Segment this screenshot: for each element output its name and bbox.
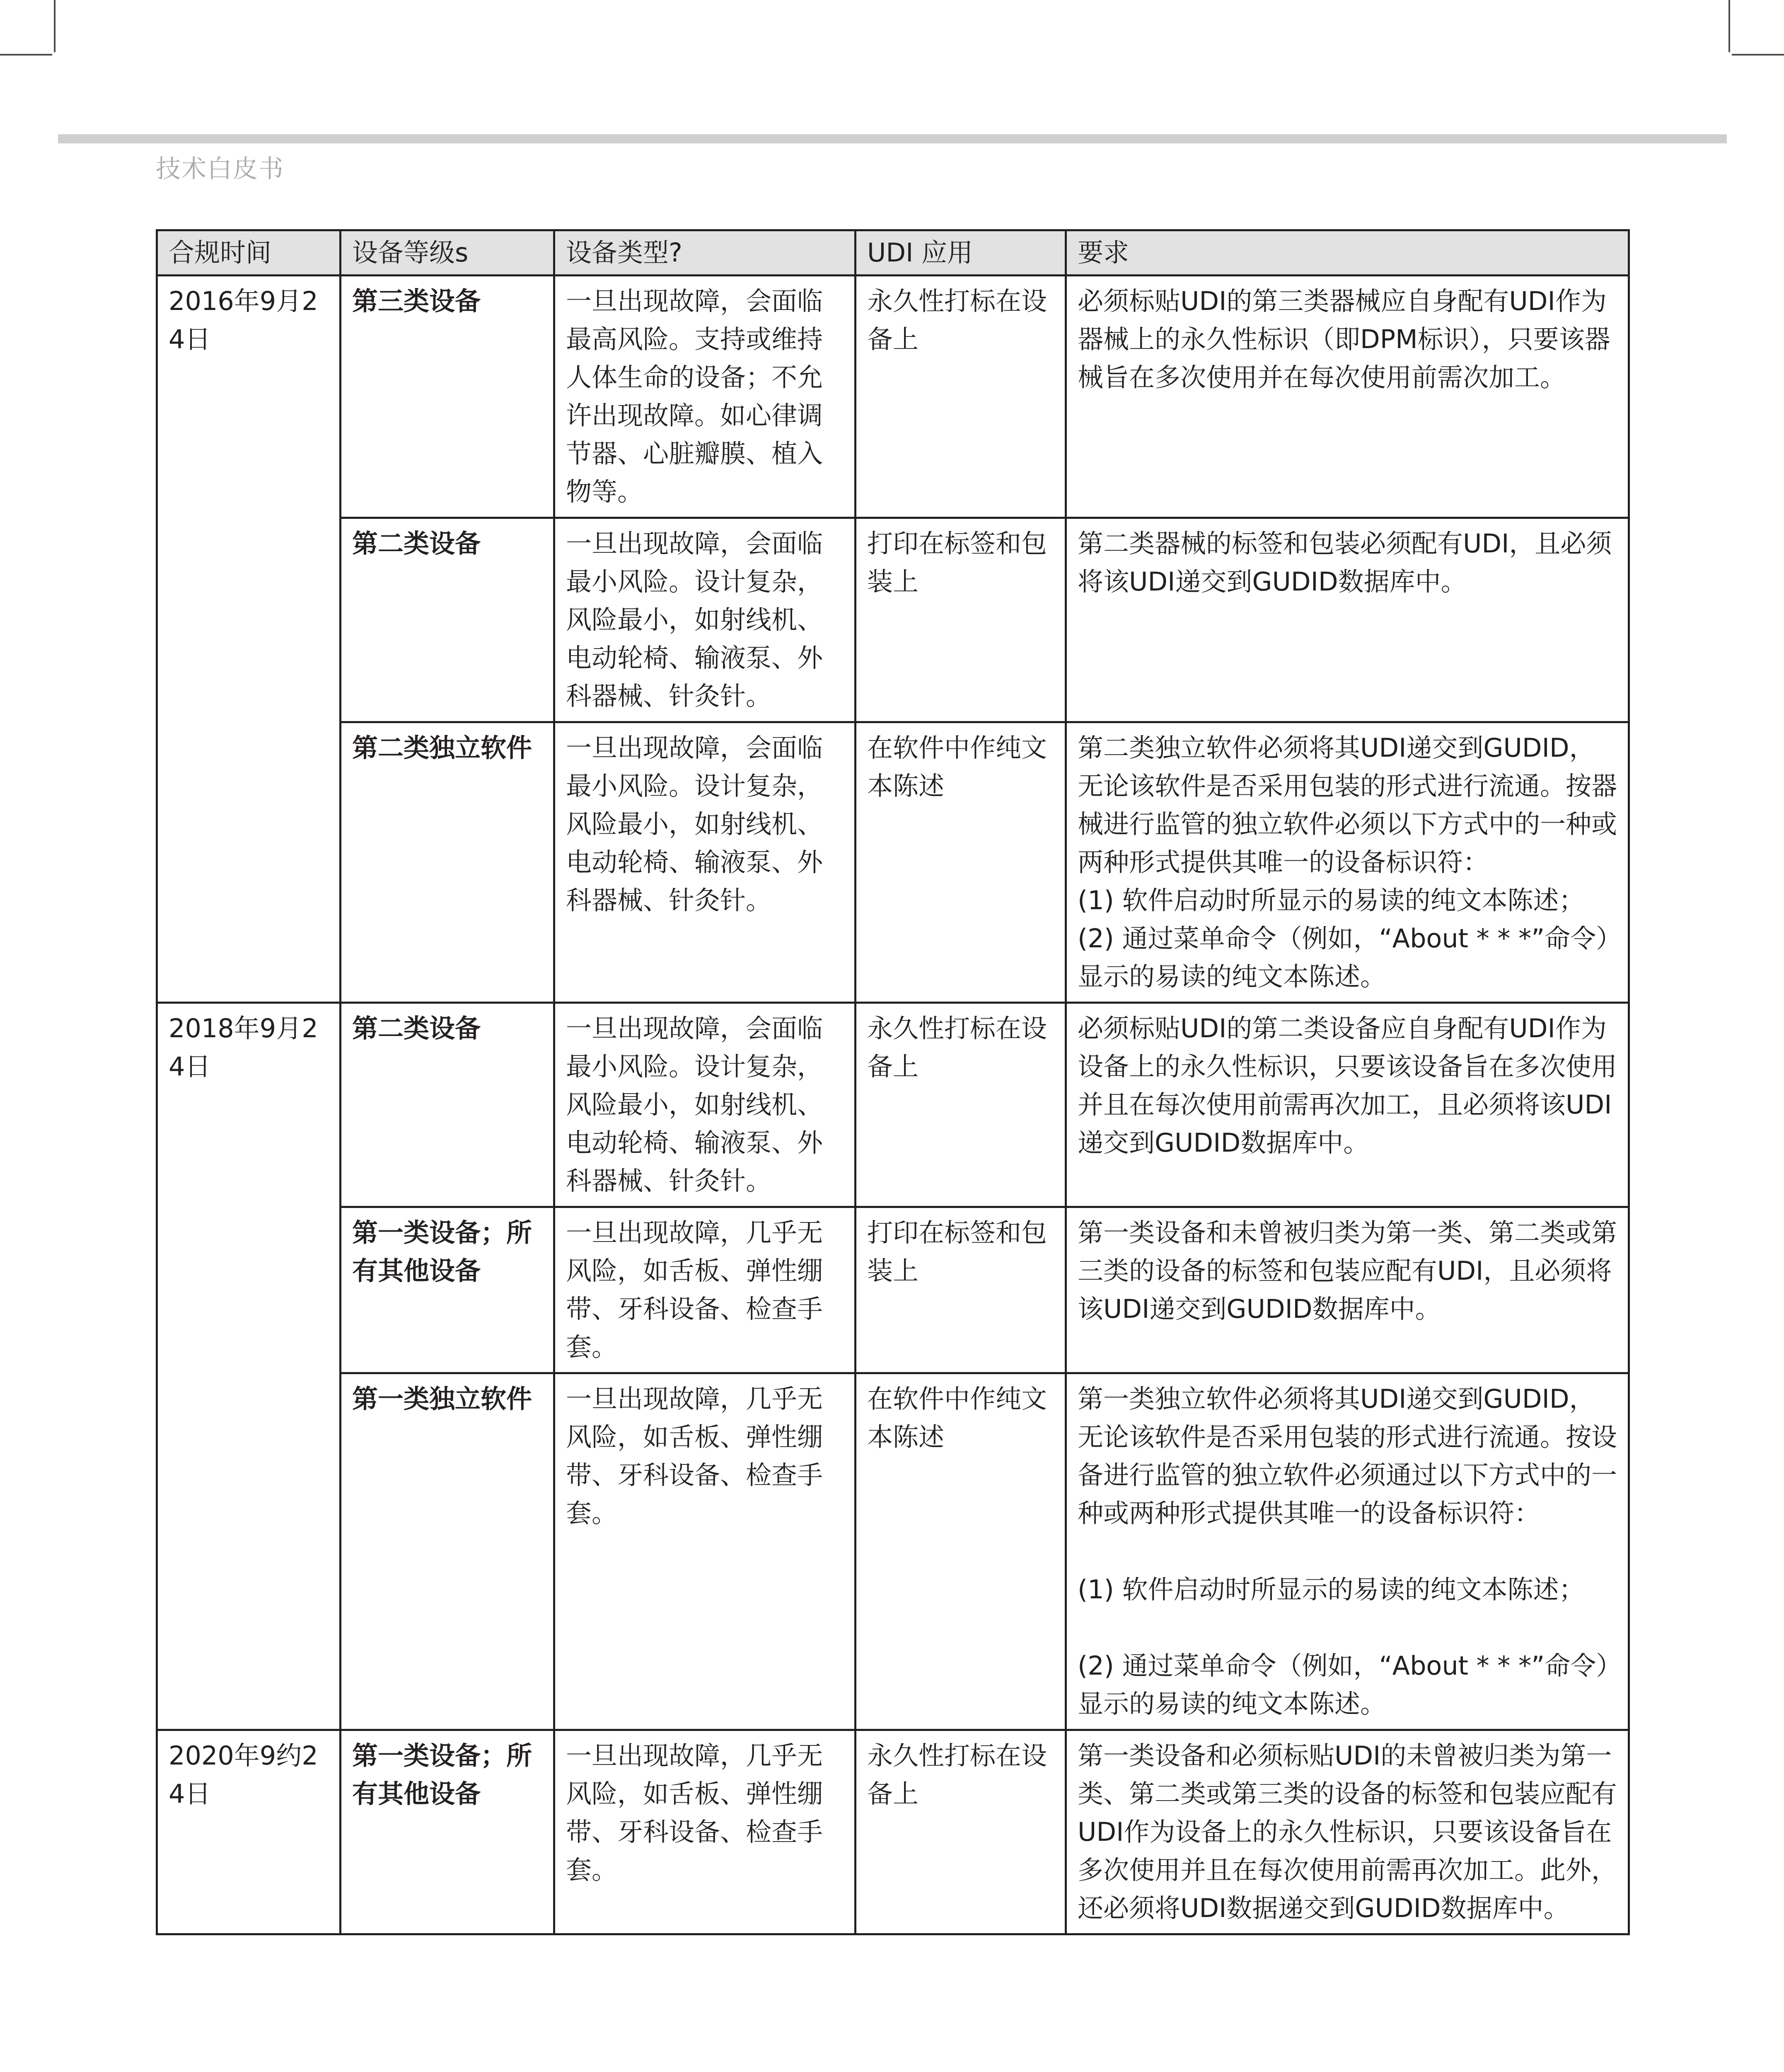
device-type-cell: 一旦出现故障，会面临最小风险。设计复杂，风险最小，如射线机、电动轮椅、输液泵、外科器械、针灸针。 (554, 1003, 856, 1207)
device-type-cell: 一旦出现故障，几乎无风险，如舌板、弹性绷带、牙科设备、检查手套。 (554, 1373, 856, 1730)
udi-application-cell: 打印在标签和包装上 (856, 1207, 1066, 1373)
device-class-cell: 第一类设备；所有其他设备 (341, 1207, 554, 1373)
device-type-cell: 一旦出现故障，几乎无风险，如舌板、弹性绷带、牙科设备、检查手套。 (554, 1207, 856, 1373)
crop-mark (1732, 54, 1784, 56)
requirement-cell (1066, 722, 1629, 1003)
udi-application-cell: 在软件中作纯文本陈述 (856, 1373, 1066, 1730)
crop-mark (54, 0, 56, 52)
requirement-text: 必须标贴UDI的第三类器械应自身配有UDI作为器械上的永久性标识（即DPM标识），只要该器械旨在多次使用并在每次使用前需次加工。 (1078, 286, 1610, 392)
column-header-class: 设备等级s (341, 230, 554, 276)
requirement-item: (1) 软件启动时所显示的易读的纯文本陈述； (1078, 885, 1585, 915)
udi-application-cell: 在软件中作纯文本陈述 (856, 722, 1066, 1003)
column-header-requirement: 要求 (1066, 230, 1629, 276)
requirement-text: 第一类设备和必须标贴UDI的未曾被归类为第一类、第二类或第三类的设备的标签和包装应配有UDI作为设备上的永久性标识，只要该设备旨在多次使用并且在每次使用前需再次加工。此外，还必须将UDI数据递交到GUDID数据库中。 (1078, 1740, 1617, 1923)
requirement-text: 第二类器械的标签和包装必须配有UDI，且必须将该UDI递交到GUDID数据库中。 (1078, 528, 1612, 597)
table-row (157, 1730, 1629, 1934)
requirement-cell (1066, 1373, 1629, 1730)
table-row (157, 276, 1629, 518)
requirement-item: (2) 通过菜单命令（例如，“About * * *”命令）显示的易读的纯文本陈述。 (1078, 923, 1609, 992)
table-row (157, 1373, 1629, 1730)
requirement-item: (1) 软件启动时所显示的易读的纯文本陈述； (1078, 1574, 1585, 1605)
header-title: 技术白皮书 (156, 155, 284, 184)
requirement-cell (1066, 518, 1629, 722)
device-type-cell: 一旦出现故障，会面临最小风险。设计复杂，风险最小，如射线机、电动轮椅、输液泵、外科器械、针灸针。 (554, 722, 856, 1003)
udi-compliance-table (156, 229, 1630, 1935)
table-row (157, 1207, 1629, 1373)
compliance-date-cell: 2018年9月24日 (157, 1003, 341, 1730)
crop-mark (0, 54, 52, 56)
requirement-text: 第一类独立软件必须将其UDI递交到GUDID，无论该软件是否采用包装的形式进行流通。按设备进行监管的独立软件必须通过以下方式中的一种或两种形式提供其唯一的设备标识符： (1078, 1384, 1617, 1528)
requirement-cell (1066, 1003, 1629, 1207)
requirement-cell (1066, 1207, 1629, 1373)
requirement-text: 必须标贴UDI的第二类设备应自身配有UDI作为设备上的永久性标识，只要该设备旨在多次使用并且在每次使用前需再次加工，且必须将该UDI递交到GUDID数据库中。 (1078, 1013, 1617, 1158)
compliance-date-cell: 2020年9约24日 (157, 1730, 341, 1934)
device-class-cell: 第三类设备 (341, 276, 554, 518)
udi-application-cell: 永久性打标在设备上 (856, 276, 1066, 518)
table-row (157, 722, 1629, 1003)
column-header-time: 合规时间 (157, 230, 341, 276)
requirement-text: 第二类独立软件必须将其UDI递交到GUDID，无论该软件是否采用包装的形式进行流通。按器械进行监管的独立软件必须以下方式中的一种或两种形式提供其唯一的设备标识符： (1078, 733, 1617, 877)
udi-application-cell: 永久性打标在设备上 (856, 1003, 1066, 1207)
requirement-item: (2) 通过菜单命令（例如，“About * * *”命令）显示的易读的纯文本陈述。 (1078, 1651, 1609, 1719)
device-type-cell: 一旦出现故障，几乎无风险，如舌板、弹性绷带、牙科设备、检查手套。 (554, 1730, 856, 1934)
device-type-cell: 一旦出现故障，会面临最小风险。设计复杂，风险最小，如射线机、电动轮椅、输液泵、外科器械、针灸针。 (554, 518, 856, 722)
device-class-cell: 第二类设备 (341, 1003, 554, 1207)
column-header-udi: UDI 应用 (856, 230, 1066, 276)
device-type-cell: 一旦出现故障，会面临最高风险。支持或维持人体生命的设备；不允许出现故障。如心律调节器、心脏瓣膜、植入物等。 (554, 276, 856, 518)
table-header-row (157, 230, 1629, 276)
header-rule (58, 134, 1727, 143)
udi-application-cell: 打印在标签和包装上 (856, 518, 1066, 722)
requirement-cell (1066, 1730, 1629, 1934)
crop-mark (1728, 0, 1730, 52)
compliance-date-cell: 2016年9月24日 (157, 276, 341, 1003)
requirement-cell (1066, 276, 1629, 518)
requirement-text: 第一类设备和未曾被归类为第一类、第二类或第三类的设备的标签和包装应配有UDI，且必须将该UDI递交到GUDID数据库中。 (1078, 1218, 1617, 1324)
table-row (157, 1003, 1629, 1207)
device-class-cell: 第二类设备 (341, 518, 554, 722)
paragraph-spacer (1078, 1609, 1617, 1647)
device-class-cell: 第二类独立软件 (341, 722, 554, 1003)
column-header-type: 设备类型? (554, 230, 856, 276)
udi-application-cell: 永久性打标在设备上 (856, 1730, 1066, 1934)
paragraph-spacer (1078, 1532, 1617, 1571)
table-row (157, 518, 1629, 722)
device-class-cell: 第一类独立软件 (341, 1373, 554, 1730)
device-class-cell: 第一类设备；所有其他设备 (341, 1730, 554, 1934)
